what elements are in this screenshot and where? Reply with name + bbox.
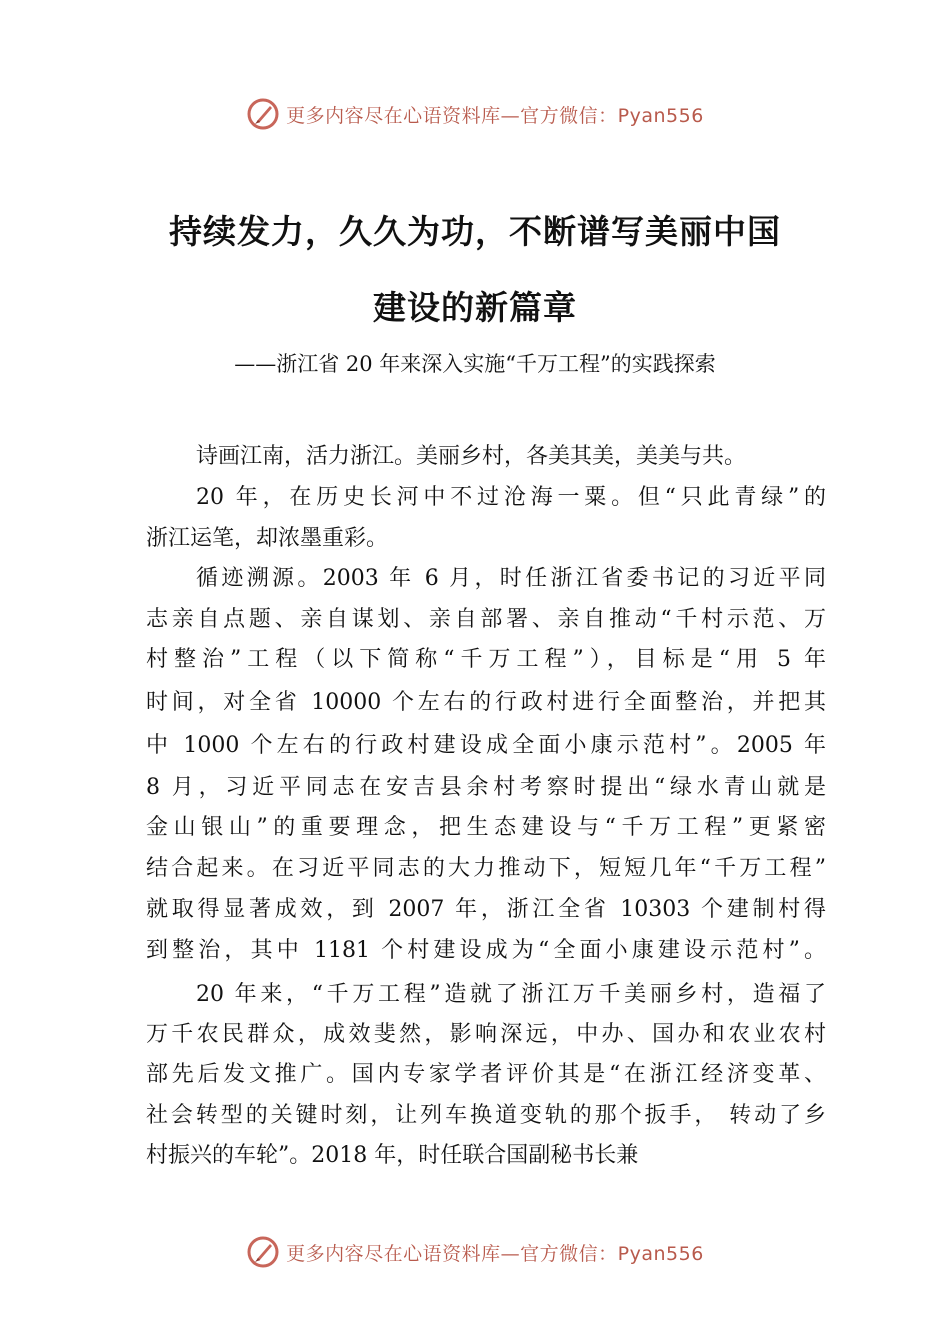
body-line: 就取得显著成效，到 2007 年，浙江全省 10303 个建制村得 (146, 897, 826, 922)
footer-watermark (0, 1232, 950, 1272)
body-line: 村整治”工程（以下简称“千万工程”），目标是“用 5 年 (146, 647, 826, 672)
wechat-id: Pyan556 (617, 104, 704, 127)
watermark-text: 更多内容尽在心语资料库—官方微信：Pyan556 (286, 1242, 704, 1265)
body-line: 20 年来，“千万工程”造就了浙江万千美丽乡村，造福了 (196, 982, 826, 1007)
watermark-text: 更多内容尽在心语资料库—官方微信：Pyan556 (286, 104, 704, 127)
body-line: 到整治，其中 1181 个村建设成为“全面小康建设示范村”。 (146, 938, 826, 963)
body-line: 诗画江南，活力浙江。美丽乡村，各美其美，美美与共。 (196, 444, 747, 469)
body-line: 8 月，习近平同志在安吉县余村考察时提出“绿水青山就是 (146, 775, 826, 800)
body-line: 浙江运笔，却浓墨重彩。 (146, 526, 389, 551)
body-line: 循迹溯源。2003 年 6 月，时任浙江省委书记的习近平同 (196, 566, 826, 591)
body-line: 时间，对全省 10000 个左右的行政村进行全面整治，并把其 (146, 690, 826, 715)
body-line: 结合起来。在习近平同志的大力推动下，短短几年“千万工程” (146, 856, 826, 881)
logo-icon (246, 97, 280, 131)
wechat-id: Pyan556 (617, 1242, 704, 1265)
page-title-line-1: 持续发力，久久为功，不断谱写美丽中国 (169, 212, 781, 251)
body-line: 20 年，在历史长河中不过沧海一粟。但“只此青绿”的 (196, 485, 826, 510)
body-line: 志亲自点题、亲自谋划、亲自部署、亲自推动“千村示范、万 (146, 607, 826, 632)
page-subtitle: ——浙江省 20 年来深入实施“千万工程”的实践探索 (234, 352, 716, 376)
body-line: 中 1000 个左右的行政村建设成全面小康示范村”。2005 年 (146, 733, 826, 758)
header-watermark (0, 94, 950, 134)
page-title-line-2: 建设的新篇章 (373, 288, 577, 327)
body-line: 万千农民群众，成效斐然，影响深远，中办、国办和农业农村 (146, 1022, 826, 1047)
body-line: 部先后发文推广。国内专家学者评价其是“在浙江经济变革、 (146, 1062, 826, 1087)
logo-icon (246, 1235, 280, 1269)
body-line: 金山银山”的重要理念，把生态建设与“千万工程”更紧密 (146, 815, 826, 840)
body-line: 社会转型的关键时刻，让列车换道变轨的那个扳手， 转动了乡 (146, 1103, 826, 1128)
body-line: 村振兴的车轮”。2018 年，时任联合国副秘书长兼 (146, 1143, 639, 1168)
